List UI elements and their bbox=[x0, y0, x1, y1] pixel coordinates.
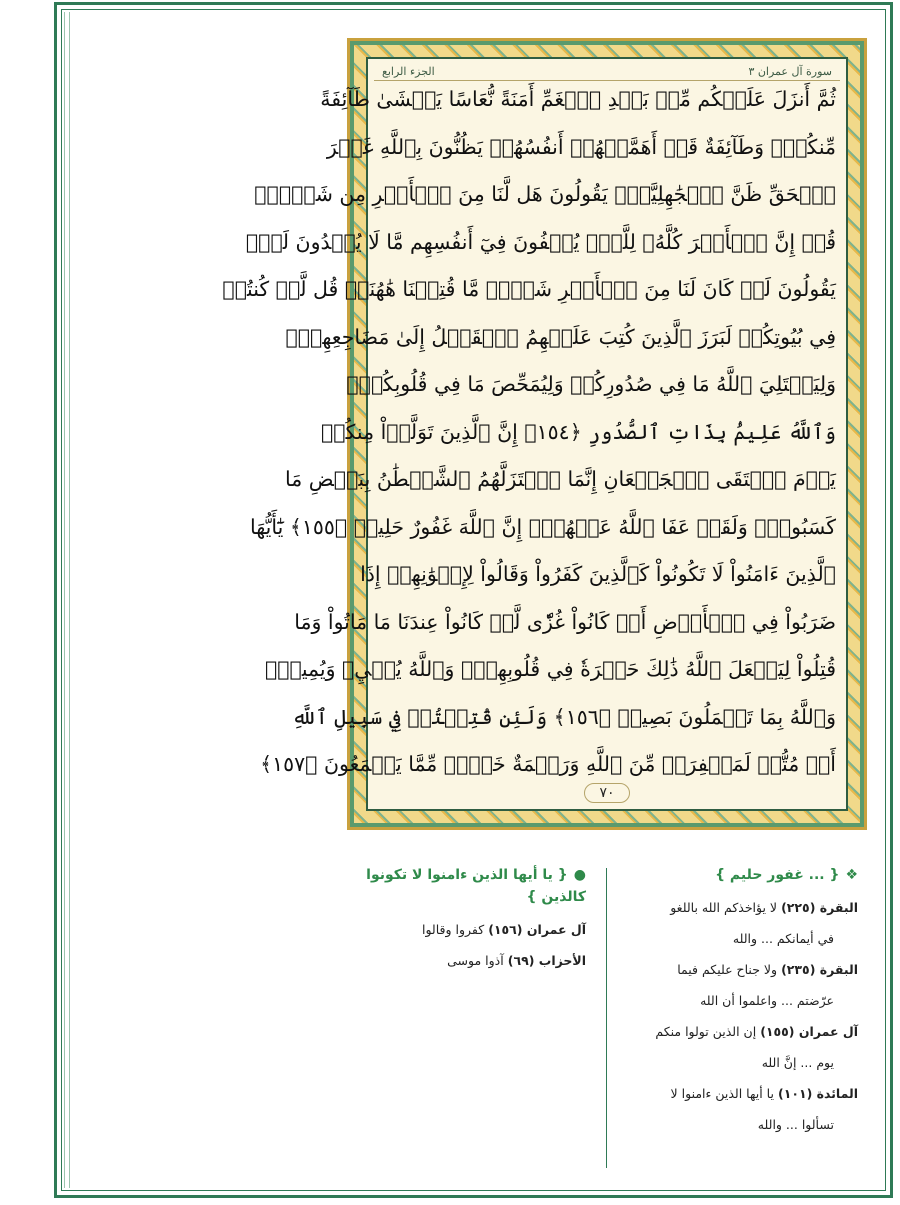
note-text: إن الذين تولوا منكم bbox=[655, 1024, 757, 1039]
note-heading-text: { ... غفور حليم } bbox=[715, 867, 840, 883]
note-continuation: يوم ... إنَّ الله bbox=[761, 1055, 834, 1070]
verse-line: يَقُولُونَ لَوۡ كَانَ لَنَا مِنَ ٱلۡأَمۡرِ شَيۡءٞ مَّا قُتِلۡنَا هَٰهُنَاۗ قُل لَّوۡ كُنتُمۡ bbox=[222, 277, 836, 302]
note-ref: آل عمران (١٥٦) bbox=[488, 922, 586, 937]
note-entry bbox=[338, 945, 586, 976]
ornamental-border bbox=[222, 41, 864, 827]
note-entry bbox=[610, 892, 858, 923]
verse-line: وَٱللَّهُ عَلِيمُۢ بِذَاتِ ٱلصُّدُورِ ﴿١٥٤﴾ إِنَّ ٱلَّذِينَ تَوَلَّوۡاْ مِنكُمۡ bbox=[320, 419, 836, 444]
note-column-right bbox=[610, 858, 868, 1140]
note-heading-text: { يا أيها الذين ءامنوا لا تكونوا كالذين } bbox=[366, 867, 586, 905]
circle-bullet-icon: ● bbox=[573, 867, 586, 883]
text-panel bbox=[222, 57, 848, 811]
note-heading bbox=[610, 864, 858, 886]
note-ref: المائدة (١٠١) bbox=[777, 1086, 858, 1101]
verse-line: مِّنكُمۡۖ وَطَآئِفَةٌ قَدۡ أَهَمَّتۡهُمۡ أَنفُسُهُمۡ يَظُنُّونَ بِٱللَّهِ غَيۡرَ bbox=[326, 134, 836, 159]
note-ref: البقرة (٢٣٥) bbox=[781, 962, 858, 977]
page-header bbox=[374, 63, 840, 81]
notes-section bbox=[338, 858, 868, 1178]
note-text: يا أيها الذين ءامنوا لا bbox=[670, 1086, 774, 1101]
verse-line: فِي بُيُوتِكُمۡ لَبَرَزَ ٱلَّذِينَ كُتِبَ عَلَيۡهِمُ ٱلۡقَتۡلُ إِلَىٰ مَضَاجِعِهِمۡۖ bbox=[285, 324, 836, 349]
note-text: لا يؤاخذكم الله باللغو bbox=[670, 900, 778, 915]
verse-line: يَوۡمَ ٱلۡتَقَى ٱلۡجَمۡعَانِ إِنَّمَا ٱسۡتَزَلَّهُمُ ٱلشَّيۡطَٰنُ بِبَعۡضِ مَا bbox=[284, 467, 836, 492]
verse-line: قُلۡ إِنَّ ٱلۡأَمۡرَ كُلَّهُۥ لِلَّهِۗ يُخۡفُونَ فِيٓ أَنفُسِهِم مَّا لَا يُبۡدُونَ لَكَۖ bbox=[245, 229, 836, 254]
note-entry bbox=[338, 914, 586, 945]
page-number: ٧٠ bbox=[584, 783, 629, 803]
verse-line: ثُمَّ أَنزَلَ عَلَيۡكُم مِّنۢ بَعۡدِ ٱلۡغَمِّ أَمَنَةً نُّعَاسًا يَغۡشَىٰ طَآئِفَةً bbox=[320, 87, 836, 111]
note-heading bbox=[338, 864, 586, 908]
verse-line: ٱلَّذِينَ ءَامَنُواْ لَا تَكُونُواْ كَٱلَّذِينَ كَفَرُواْ وَقَالُواْ لِإِخۡوَٰنِهِمۡ إِذَا bbox=[360, 562, 836, 587]
note-text: كفروا وقالوا bbox=[421, 922, 485, 937]
verse-line: وَٱللَّهُ بِمَا تَعۡمَلُونَ بَصِيرٞ ﴿١٥٦﴾ وَلَئِن قُتِلۡتُمۡ فِي سَبِيلِ ٱللَّهِ bbox=[291, 704, 836, 729]
note-continuation: عرّضتم ... واعلموا أن الله bbox=[700, 993, 834, 1008]
note-continuation: تسألوا ... والله bbox=[757, 1117, 834, 1132]
note-entry bbox=[610, 1016, 858, 1047]
note-text: آذوا موسى bbox=[447, 953, 504, 968]
note-ref: الأحزاب (٦٩) bbox=[507, 953, 586, 968]
verse-line: ضَرَبُواْ فِي ٱلۡأَرۡضِ أَوۡ كَانُواْ غُزّٗى لَّوۡ كَانُواْ عِندَنَا مَا مَاتُواْ وَمَا bbox=[294, 609, 836, 634]
note-text: ولا جناح عليكم فيما bbox=[677, 962, 778, 977]
diamond-bullet-icon: ❖ bbox=[845, 867, 858, 883]
verse-text bbox=[222, 87, 836, 777]
juz-label: الجزء الرابع bbox=[382, 65, 435, 78]
verse-line: أَوۡ مُتُّمۡ لَمَغۡفِرَةٞ مِّنَ ٱللَّهِ وَرَحۡمَةٌ خَيۡرٞ مِّمَّا يَجۡمَعُونَ ﴿١٥٧﴾ bbox=[260, 752, 836, 777]
verse-line: قُتِلُواْ لِيَجۡعَلَ ٱللَّهُ ذَٰلِكَ حَسۡرَةٗ فِي قُلُوبِهِمۡۗ وَٱللَّهُ يُحۡيِۦ وَيُمِيتُۗ bbox=[264, 657, 836, 682]
note-ref: آل عمران (١٥٥) bbox=[760, 1024, 858, 1039]
verse-line: كَسَبُواْۖ وَلَقَدۡ عَفَا ٱللَّهُ عَنۡهُمۡۗ إِنَّ ٱللَّهَ غَفُورٌ حَلِيمٞ ﴿١٥٥﴾ يَٰٓأَيُّهَا bbox=[249, 514, 836, 539]
note-entry bbox=[610, 1078, 858, 1109]
verse-line: وَلِيَبۡتَلِيَ ٱللَّهُ مَا فِي صُدُورِكُمۡ وَلِيُمَحِّصَ مَا فِي قُلُوبِكُمۡۚ bbox=[346, 372, 836, 397]
note-entry bbox=[610, 954, 858, 985]
surah-label: سورة آل عمران ٣ bbox=[748, 65, 832, 78]
side-rule bbox=[64, 12, 70, 1188]
verse-line: ٱلۡحَقِّ ظَنَّ ٱلۡجَٰهِلِيَّةِۖ يَقُولُونَ هَل لَّنَا مِنَ ٱلۡأَمۡرِ مِن شَيۡءٍۗ bbox=[254, 182, 836, 207]
mushaf-page bbox=[222, 38, 867, 830]
note-column-left bbox=[338, 858, 596, 976]
notes-divider bbox=[606, 868, 607, 1168]
note-ref: البقرة (٢٢٥) bbox=[781, 900, 858, 915]
note-continuation: في أيمانكم ... والله bbox=[732, 931, 834, 946]
page-footer bbox=[368, 781, 846, 805]
